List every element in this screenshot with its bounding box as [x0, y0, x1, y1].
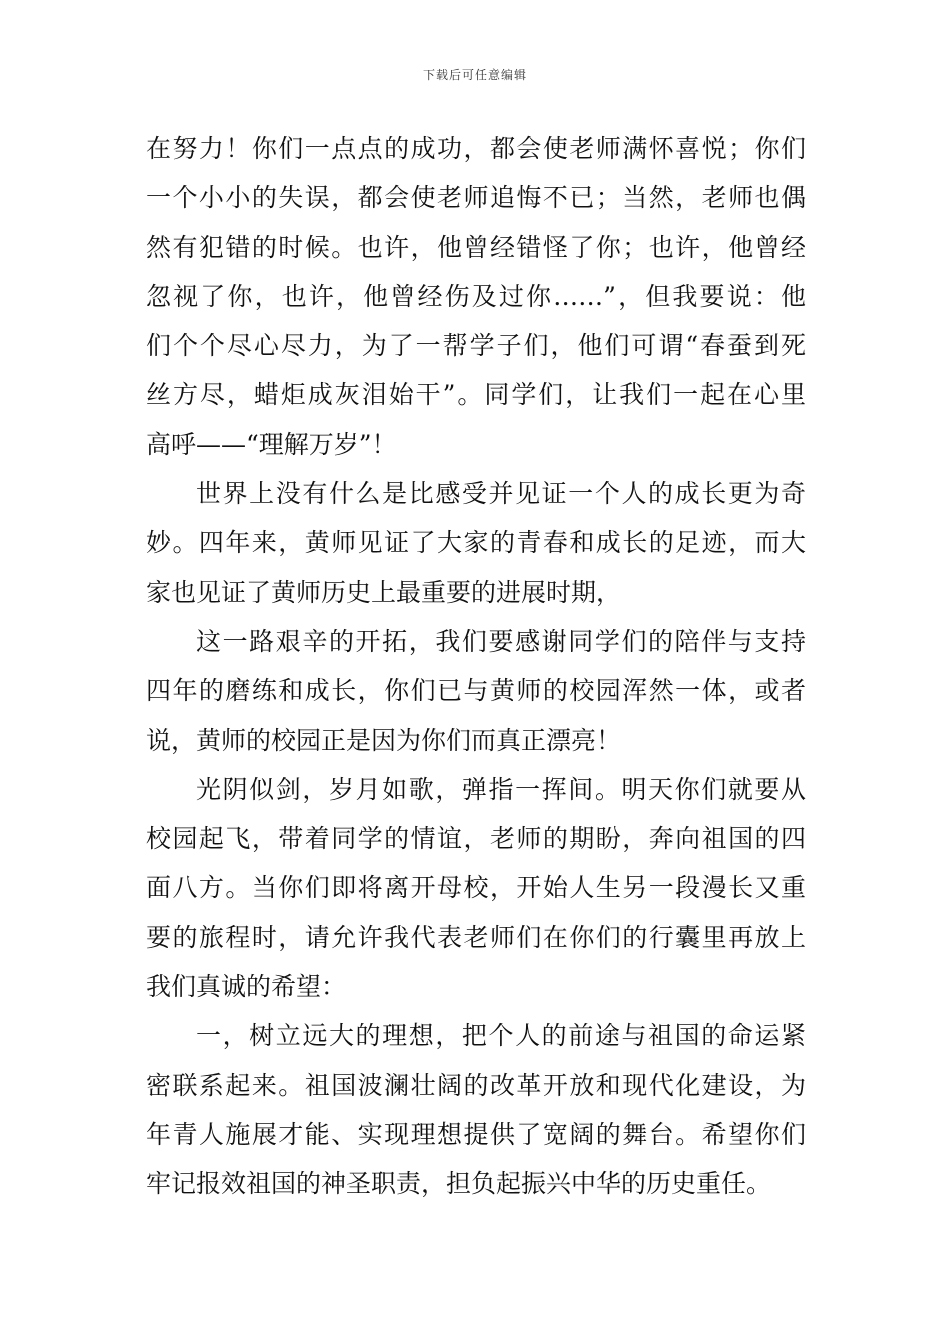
document-body [146, 124, 806, 1209]
header-note: 下载后可任意编辑 [422, 68, 527, 82]
text-line: 光阴似剑，岁月如歌，弹指一挥间。明天你们就要从 [196, 774, 806, 804]
text-line: 世界上没有什么是比感受并见证一个人的成长更为奇 [196, 479, 806, 509]
text-line: 说，黄师的校园正是因为你们而真正漂亮！ [146, 725, 622, 755]
paragraph [146, 1011, 806, 1208]
text-line: 面八方。当你们即将离开母校，开始人生另一段漫长又重 [146, 873, 806, 903]
text-line: 要的旅程时，请允许我代表老师们在你们的行囊里再放上 [146, 922, 806, 952]
paragraph [146, 124, 806, 469]
text-line: 四年的磨练和成长，你们已与黄师的校园浑然一体，或者 [146, 676, 806, 706]
text-line: 我们真诚的希望： [146, 972, 347, 1002]
text-line: 忽视了你，也许，他曾经伤及过你……”，但我要说：他 [146, 281, 806, 311]
text-line: 妙。四年来，黄师见证了大家的青春和成长的足迹，而大 [146, 528, 806, 558]
text-line: 家也见证了黄师历史上最重要的进展时期， [146, 577, 622, 607]
text-line: 高呼——“理解万岁”！ [146, 429, 397, 459]
text-line: 牢记报效祖国的神圣职责，担负起振兴中华的历史重任。 [146, 1169, 772, 1199]
text-line: 丝方尽，蜡炬成灰泪始干”。同学们，让我们一起在心里 [146, 380, 806, 410]
text-line: 然有犯错的时候。也许，他曾经错怪了你；也许，他曾经 [146, 232, 806, 262]
paragraph [146, 765, 806, 1011]
text-line: 这一路艰辛的开拓，我们要感谢同学们的陪伴与支持 [196, 626, 806, 656]
text-line: 一，树立远大的理想，把个人的前途与祖国的命运紧 [196, 1021, 806, 1051]
text-line: 密联系起来。祖国波澜壮阔的改革开放和现代化建设，为 [146, 1070, 806, 1100]
text-line: 在努力！你们一点点的成功，都会使老师满怀喜悦；你们 [146, 134, 806, 163]
paragraph [146, 469, 806, 617]
text-line: 一个小小的失误，都会使老师追悔不已；当然，老师也偶 [146, 183, 806, 213]
text-line: 们个个尽心尽力，为了一帮学子们，他们可谓“春蚕到死 [146, 331, 806, 361]
text-line: 年青人施展才能、实现理想提供了宽阔的舞台。希望你们 [146, 1119, 806, 1149]
paragraph [146, 617, 806, 765]
text-line: 校园起飞，带着同学的情谊，老师的期盼，奔向祖国的四 [146, 824, 806, 854]
